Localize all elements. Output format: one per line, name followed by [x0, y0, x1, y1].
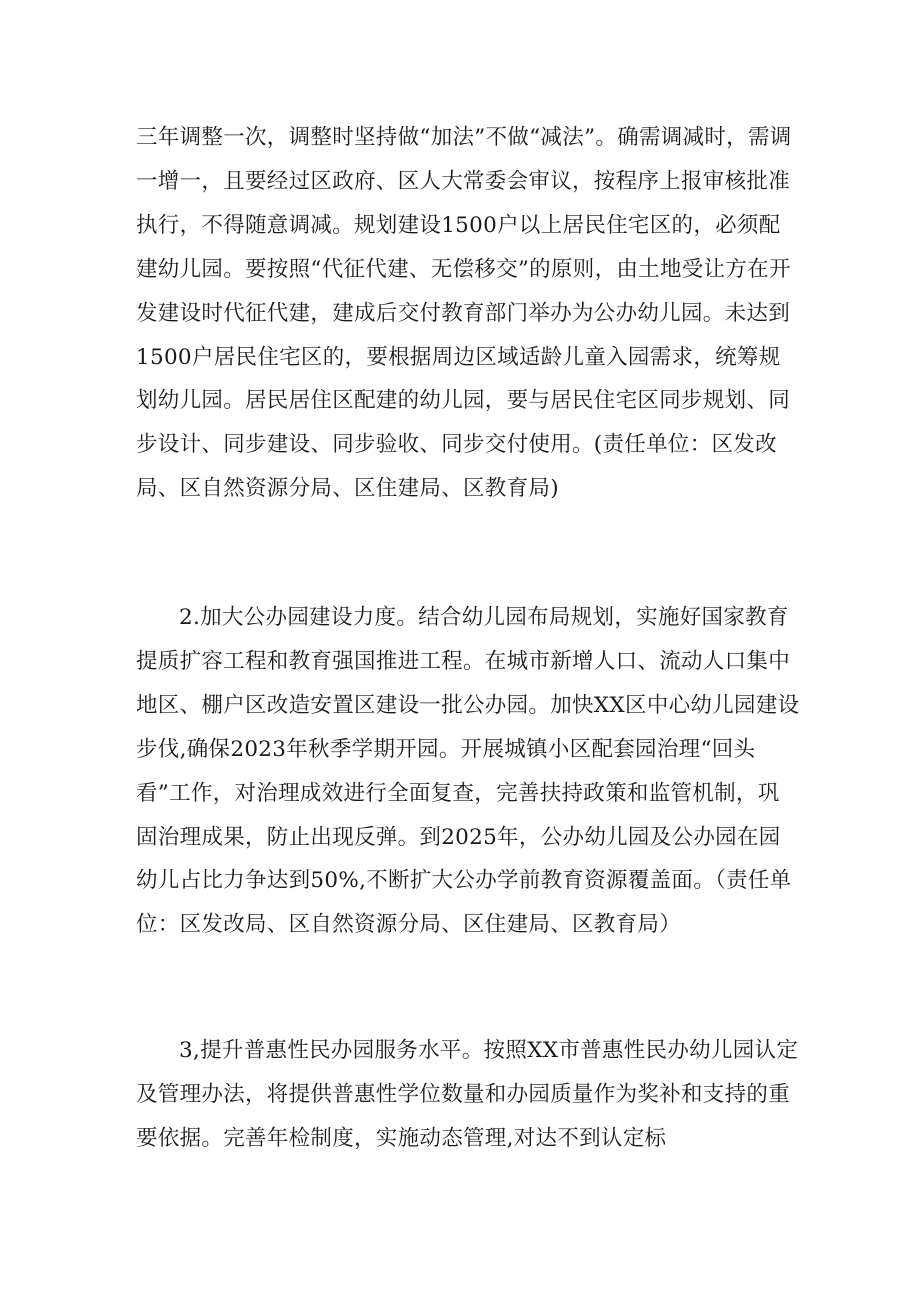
paragraph-3: 3,提升普惠性民办园服务水平。按照XX市普惠性民办幼儿园认定及管理办法，将提供普惠性学位数量和办园质量作为奖补和支持的重要依据。完善年检制度，实施动态管理,对达不到认定标	[136, 1038, 799, 1151]
paragraph-1: 三年调整一次，调整时坚持做“加法”不做“减法”。确需调减时，需调一增一，且要经过区政府、区人大常委会审议，按程序上报审核批准执行，不得随意调减。规划建设1500户以上居民住宅区的，必须配建幼儿园。要按照“代征代建、无偿移交”的原则，由土地受让方在开发建设时代征代建，建成后交付教育部门举办为公办幼儿园。未达到1500户居民住宅区的，要根据周边区域适龄儿童入园需求，统筹规划幼儿园。居民居住区配建的幼儿园，要与居民住宅区同步规划、同步设计、同步建设、同步验收、同步交付使用。(责任单位：区发改局、区自然资源分局、区住建局、区教育局)	[136, 125, 792, 502]
paragraph-2: 2.加大公办园建设力度。结合幼儿园布局规划，实施好国家教育提质扩容工程和教育强国推进工程。在城市新增人口、流动人口集中地区、棚户区改造安置区建设一批公办园。加快XX区中心幼儿园建设步伐,确保2023年秋季学期开园。开展城镇小区配套园治理“回头看”工作，对治理成效进行全面复查，完善扶持政策和监管机制，巩固治理成果，防止出现反弹。到2025年，公办幼儿园及公办园在园幼儿占比力争达到50%,不断扩大公办学前教育资源覆盖面。（责任单位：区发改局、区自然资源分局、区住建局、区教育局）	[136, 605, 800, 938]
